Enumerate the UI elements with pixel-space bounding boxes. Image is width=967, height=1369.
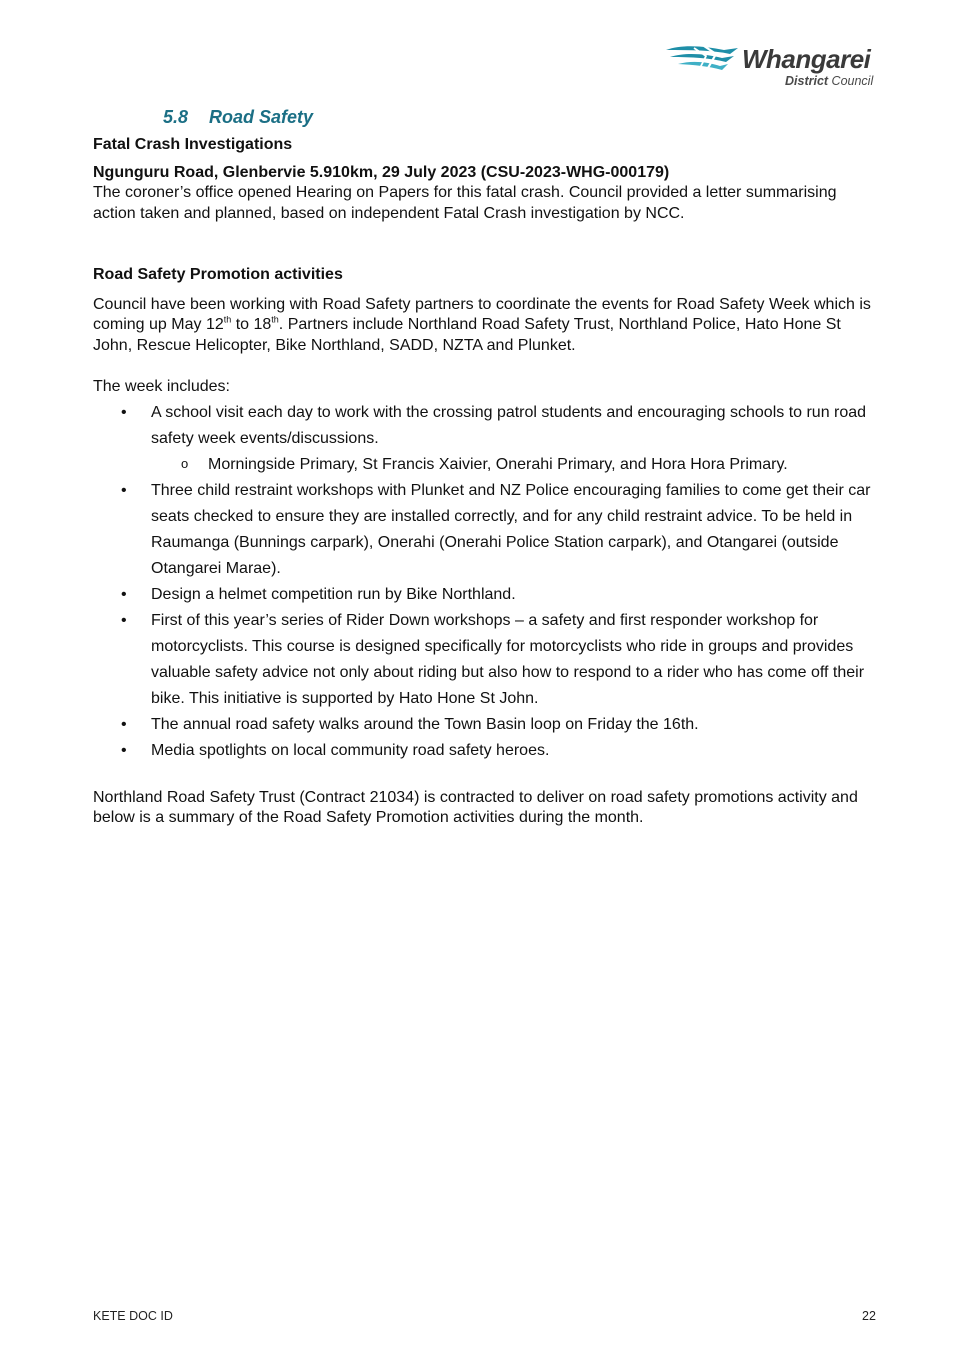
footer-doc-id: KETE DOC ID xyxy=(93,1309,173,1323)
section-number: 5.8 xyxy=(163,107,189,127)
list-item: • A school visit each day to work with the crossing patrol students and encouraging schools to run road safety week events/discussions. o Morningside Primary, St Francis Xaivier, Onerahi Primary, and Hora Hora Primary. xyxy=(93,400,883,478)
page-number: 22 xyxy=(862,1309,876,1323)
list-item: • The annual road safety walks around the Town Basin loop on Friday the 16th. xyxy=(93,712,883,738)
crash-case-text: The coroner’s office opened Hearing on Papers for this fatal crash. Council provided a letter summarising action taken and planned, based on independent Fatal Crash investigation by NCC. xyxy=(93,184,837,222)
whangarei-district-council-logo xyxy=(664,42,884,92)
fatal-crash-heading: Fatal Crash Investigations xyxy=(93,136,293,153)
list-item: • Media spotlights on local community road safety heroes. xyxy=(93,738,883,764)
logo-subtitle: District Council xyxy=(785,74,874,88)
trust-summary: Northland Road Safety Trust (Contract 21034) is contracted to deliver on road safety promotions activity and below is a summary of the Road Safety Promotion activities during the month. xyxy=(93,788,858,826)
week-intro: The week includes: xyxy=(93,378,230,395)
sub-list-item: o Morningside Primary, St Francis Xaivier, Onerahi Primary, and Hora Hora Primary. xyxy=(151,452,883,478)
list-item: • Three child restraint workshops with Plunket and NZ Police encouraging families to come get their car seats checked to ensure they are installed correctly, and for any child restraint advice. To be held in Raumanga (Bunnings carpark), Onerahi (Onerahi Police Station carpark), and Otangarei (outside Otangarei Marae). xyxy=(93,478,883,582)
week-activities-list xyxy=(93,400,883,764)
crash-case-title: Ngunguru Road, Glenbervie 5.910km, 29 July 2023 (CSU-2023-WHG-000179) xyxy=(93,163,670,181)
list-item: • First of this year’s series of Rider Down workshops – a safety and first responder workshop for motorcyclists. This course is designed specifically for motorcyclists who ride in groups and provides valuable safety advice not only about riding but also how to respond to a rider who has come off their bike. This initiative is supported by Hato Hone St John. xyxy=(93,608,883,712)
logo-wordmark: Whangarei xyxy=(742,44,871,74)
list-item: • Design a helmet competition run by Bike Northland. xyxy=(93,582,883,608)
section-title: Road Safety xyxy=(209,107,314,127)
promotion-intro: Council have been working with Road Safety partners to coordinate the events for Road Safety Week which is coming up May 12th to 18th. Partners include Northland Road Safety Trust, Northland Police, Hato Hone St John, Rescue Helicopter, Bike Northland, SADD, NZTA and Plunket. xyxy=(93,295,871,354)
section-heading xyxy=(163,107,313,128)
promotion-heading: Road Safety Promotion activities xyxy=(93,266,343,283)
school-sublist xyxy=(151,452,883,478)
report-body xyxy=(93,135,883,829)
wave-logo-icon xyxy=(664,44,740,74)
